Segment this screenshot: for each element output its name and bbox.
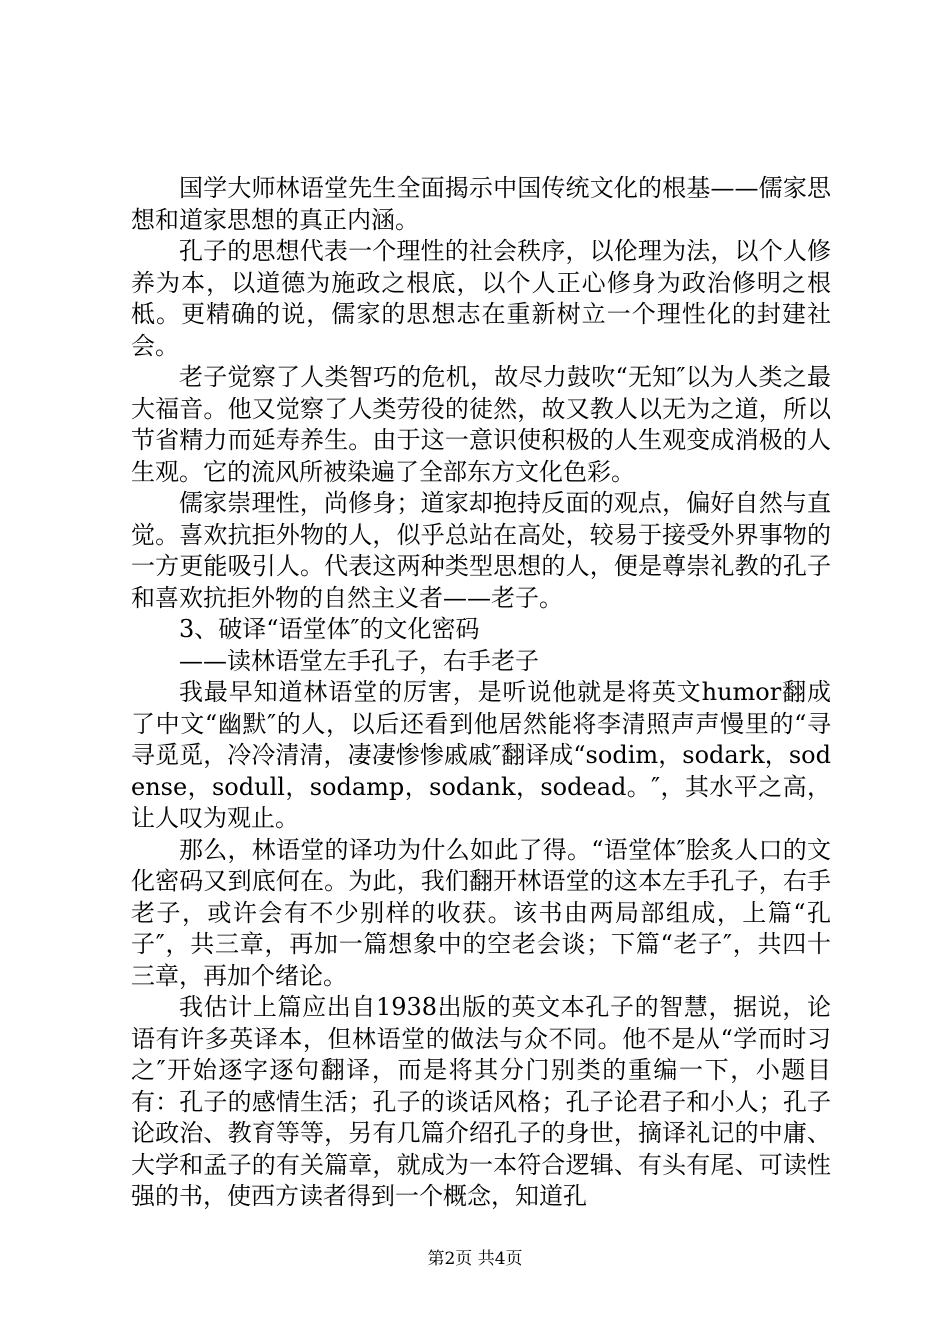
page-footer: 第2页 共4页: [427, 1249, 523, 1269]
paragraph-5: 我最早知道林语堂的厉害，是听说他就是将英文humor翻成了中文“幽默″的人，以后还看到他居然能将李清照声声慢里的“寻寻觅觅，冷冷清清，凄凄惨惨戚戚″翻译成“sodim，sodark，sodense，sodull，sodamp，sodank，sodead。″，其水平之高，让人叹为观止。: [131, 678, 831, 832]
body-text: [131, 173, 831, 1213]
paragraph-1: 国学大师林语堂先生全面揭示中国传统文化的根基——儒家思想和道家思想的真正内涵。: [131, 174, 831, 234]
section-subtitle: ——读林语堂左手孔子，右手老子: [179, 646, 539, 675]
paragraph-7: 我估计上篇应出自1938出版的英文本孔子的智慧，据说，论语有许多英译本，但林语堂的做法与众不同。他不是从“学而时习之″开始逐字逐句翻译，而是将其分门别类的重编一下，小题目有：孔子的感情生活；孔子的谈话风格；孔子论君子和小人；孔子论政治、教育等等，另有几篇介绍孔子的身世，摘译礼记的中庸、大学和孟子的有关篇章，就成为一本符合逻辑、有头有尾、可读性强的书，使西方读者得到一个概念，知道孔: [131, 993, 831, 1210]
section-heading: 3、破译“语堂体″的文化密码: [179, 615, 480, 643]
paragraph-2: 孔子的思想代表一个理性的社会秩序，以伦理为法，以个人修养为本，以道德为施政之根底，以个人正心修身为政治修明之根柢。更精确的说，儒家的思想志在重新树立一个理性化的封建社会。: [131, 237, 831, 360]
paragraph-3: 老子觉察了人类智巧的危机，故尽力鼓吹“无知″以为人类之最大福音。他又觉察了人类劳役的徒然，故又教人以无为之道，所以节省精力而延寿养生。由于这一意识使积极的人生观变成消极的人生观。它的流风所被染遍了全部东方文化色彩。: [131, 363, 831, 486]
paragraph-6: 那么，林语堂的译功为什么如此了得。“语堂体″脍炙人口的文化密码又到底何在。为此，我们翻开林语堂的这本左手孔子，右手老子，或许会有不少别样的收获。该书由两局部组成，上篇“孔子″，共三章，再加一篇想象中的空老会谈；下篇“老子″，共四十三章，再加个绪论。: [131, 835, 831, 990]
paragraph-4: 儒家崇理性，尚修身；道家却抱持反面的观点，偏好自然与直觉。喜欢抗拒外物的人，似乎总站在高处，较易于接受外界事物的一方更能吸引人。代表这两种类型思想的人，便是尊崇礼教的孔子和喜欢抗拒外物的自然主义者——老子。: [131, 489, 831, 612]
